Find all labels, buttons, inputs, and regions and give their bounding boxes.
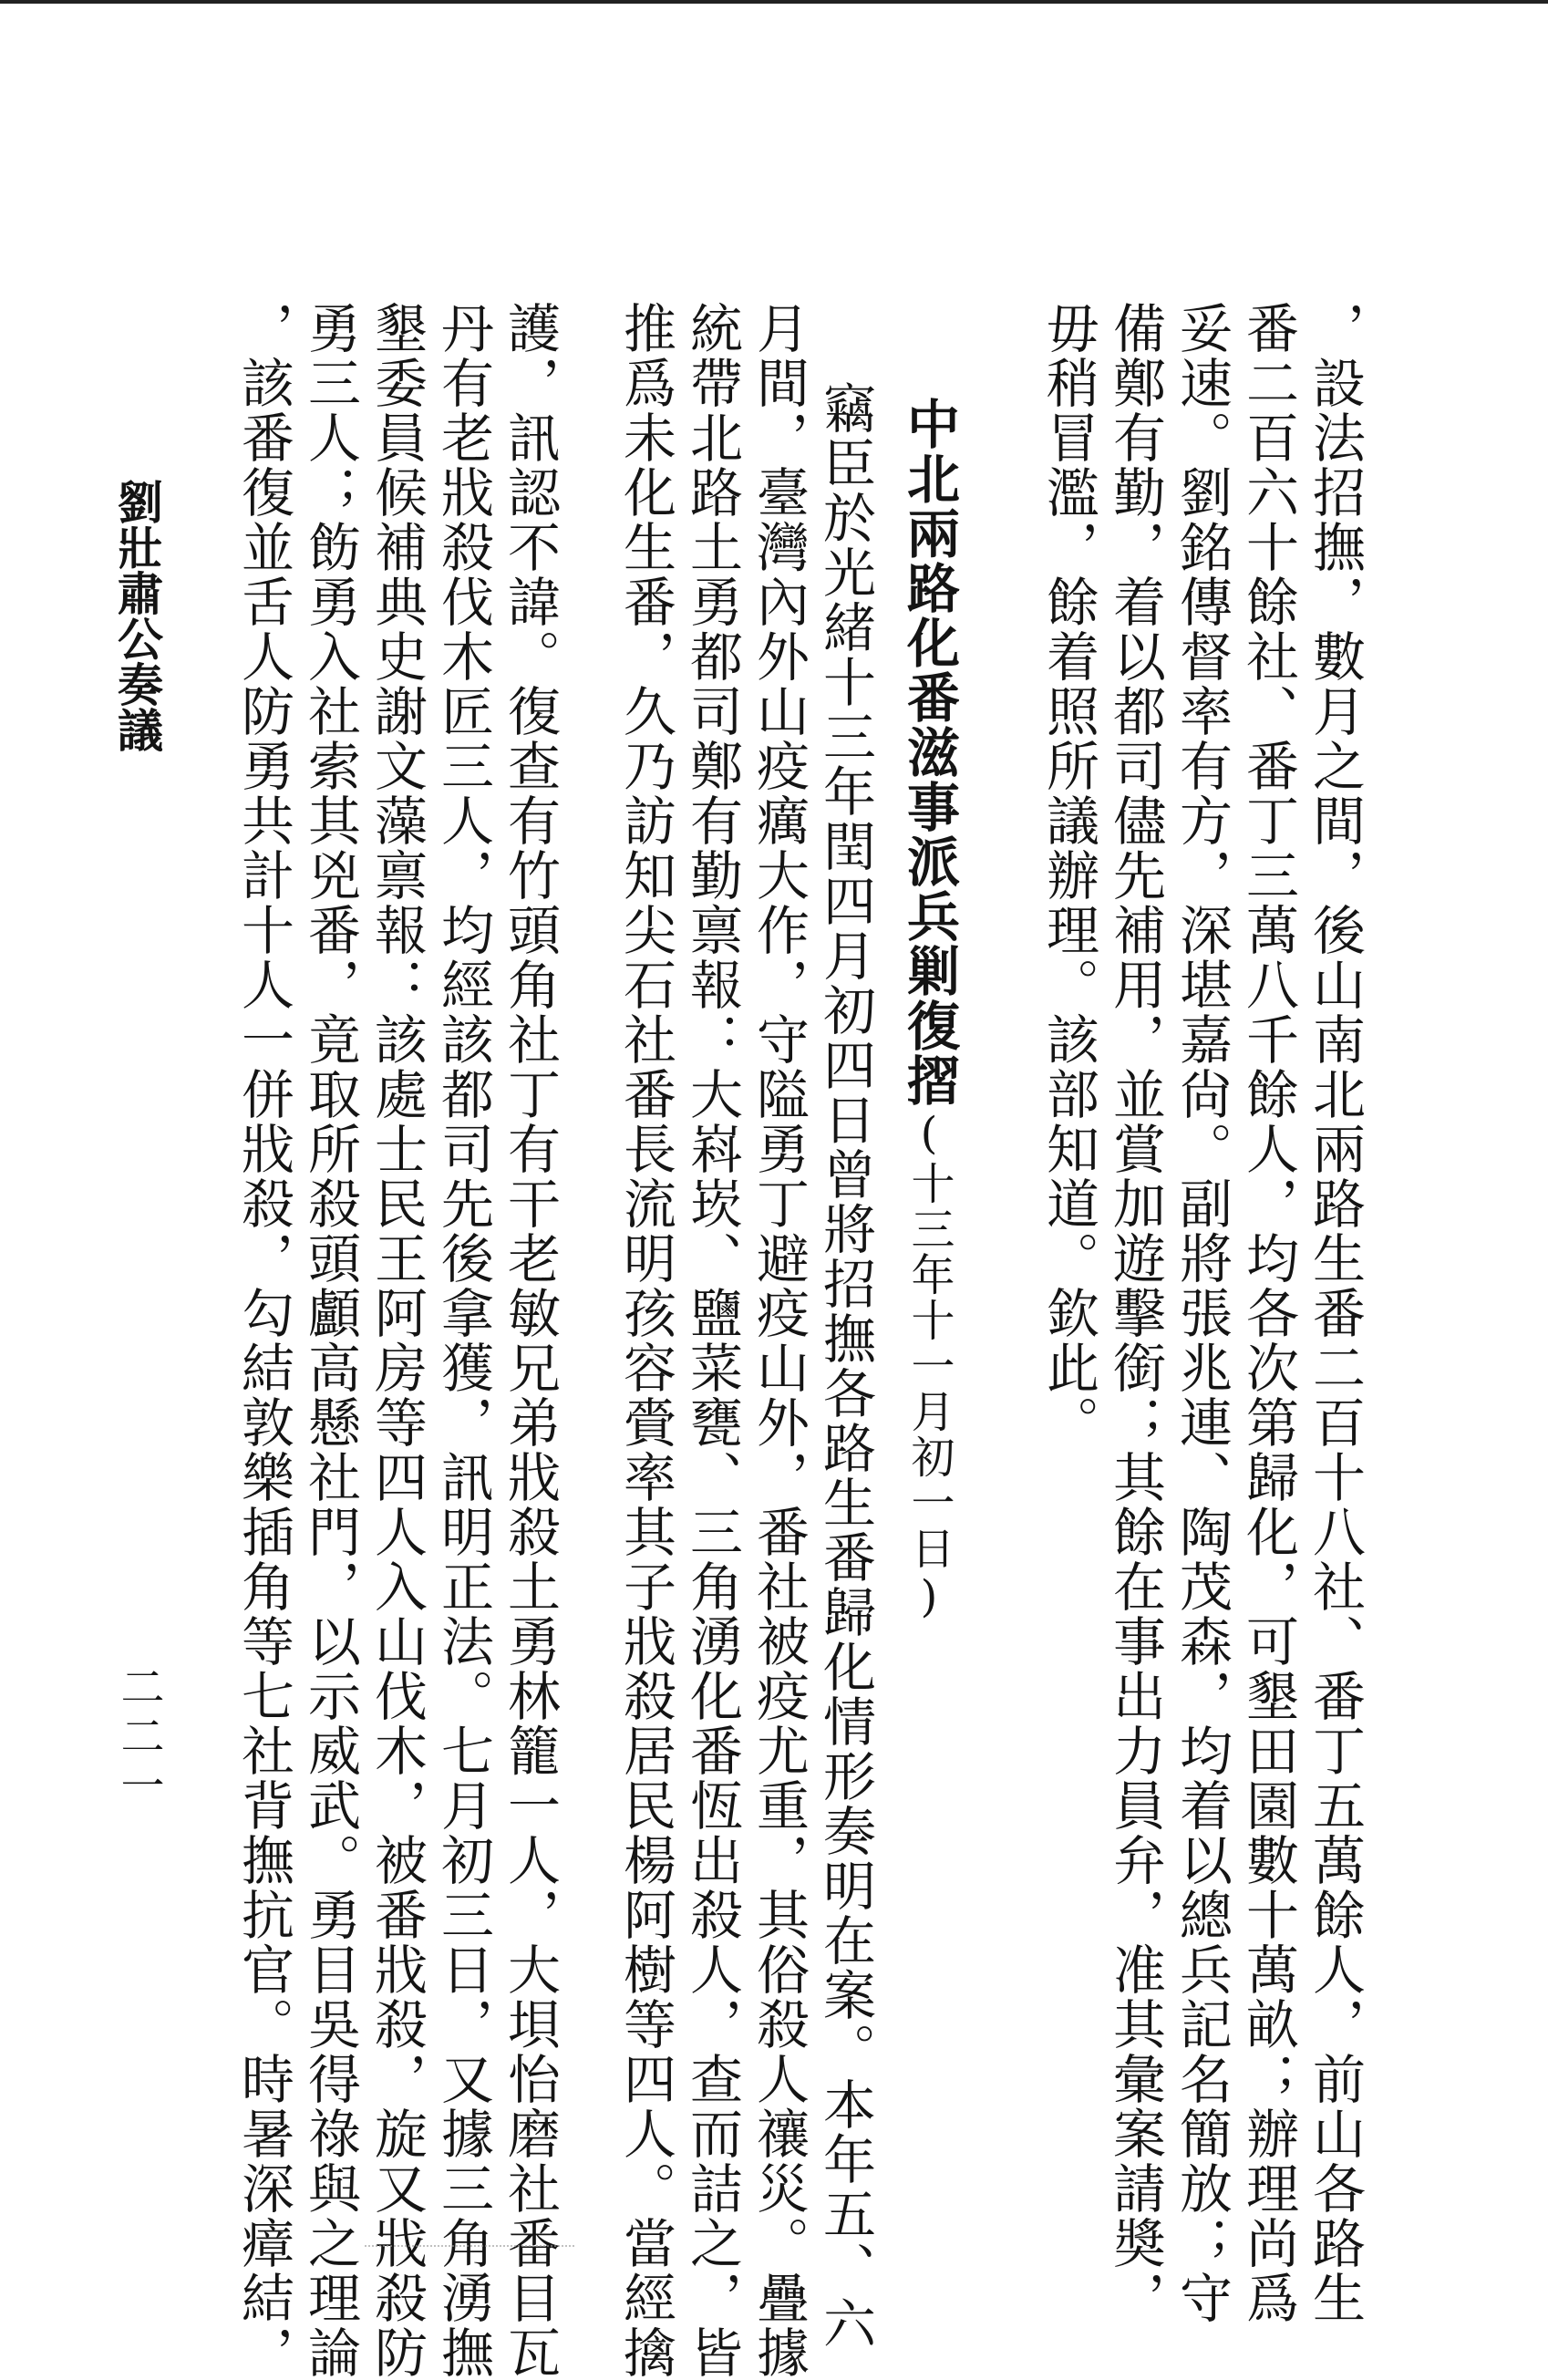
text-column: 番二百六十餘社、番丁三萬八千餘人，均各次第歸化，可墾田園數十萬畝；辦理尚爲 [1237,301,1299,2325]
section-title-text: 中北兩路化番滋事派兵剿復摺 [898,397,960,1108]
text-column: 月間，臺灣內外山疫癘大作，守隘勇丁避疫山外，番社被疫尤重，其俗殺人禳災。疊據 [748,301,810,2380]
book-title: 劉壯肅公奏議 [110,479,164,752]
text-column: 竊臣於光緒十三年閏四月初四日曾將招撫各路生番歸化情形奏明在案。本年五、六 [814,381,876,2351]
text-column: 墾委員候補典史謝文藻禀報：該處士民王阿房等四人入山伐木，被番戕殺，旋又戕殺防 [366,301,428,2380]
text-column: 統帶北路土勇都司鄭有勤禀報：大嵙崁、鹽菜甕、三角湧化番恆出殺人，查而詰之，皆 [681,301,743,2380]
text-column: 勇三人；飭勇入社索其兇番，竟取所殺頭顱高懸社門，以示威武。勇目吳得祿與之理論 [299,301,361,2380]
text-column: 丹有老戕殺伐木匠三人，均經該都司先後拿獲，訊明正法。七月初三日，又據三角湧撫 [432,301,494,2380]
scan-artifact [365,2245,574,2265]
text-column: 毋稍冒濫，餘着照所議辦理。該部知道。欽此。 [1037,301,1099,1450]
text-column: 護，訊認不諱。復查有竹頭角社丁有干老敏兄弟戕殺土勇林籠一人，大垻怡磨社番目瓦 [499,301,561,2380]
text-column: 推爲未化生番，久乃訪知尖石社番長流明孩容賫率其子戕殺居民楊阿樹等四人。當經擒 [614,301,676,2380]
text-column: 備鄭有勤，着以都司儘先補用，並賞加遊擊銜；其餘在事出力員弁，准其彙案請奬， [1104,301,1166,2325]
text-column: 妥速。劉銘傳督率有方，深堪嘉尙。副將張兆連、陶茂森，均着以總兵記名簡放；守 [1171,301,1233,2325]
top-border-line [0,0,1548,4]
page-number: 二二一 [113,1664,164,1812]
section-title [898,397,960,1624]
text-column: ，設法招撫，數月之間，後山南北兩路生番二百十八社、番丁五萬餘人，前山各路生 [1304,301,1366,2325]
section-date: (十三年十一月初一日) [903,1108,955,1624]
text-column: ，該番復並舌人防勇共計十人一併戕殺，勾結敦樂插角等七社背撫抗官。時暑深瘴結， [232,301,294,2380]
